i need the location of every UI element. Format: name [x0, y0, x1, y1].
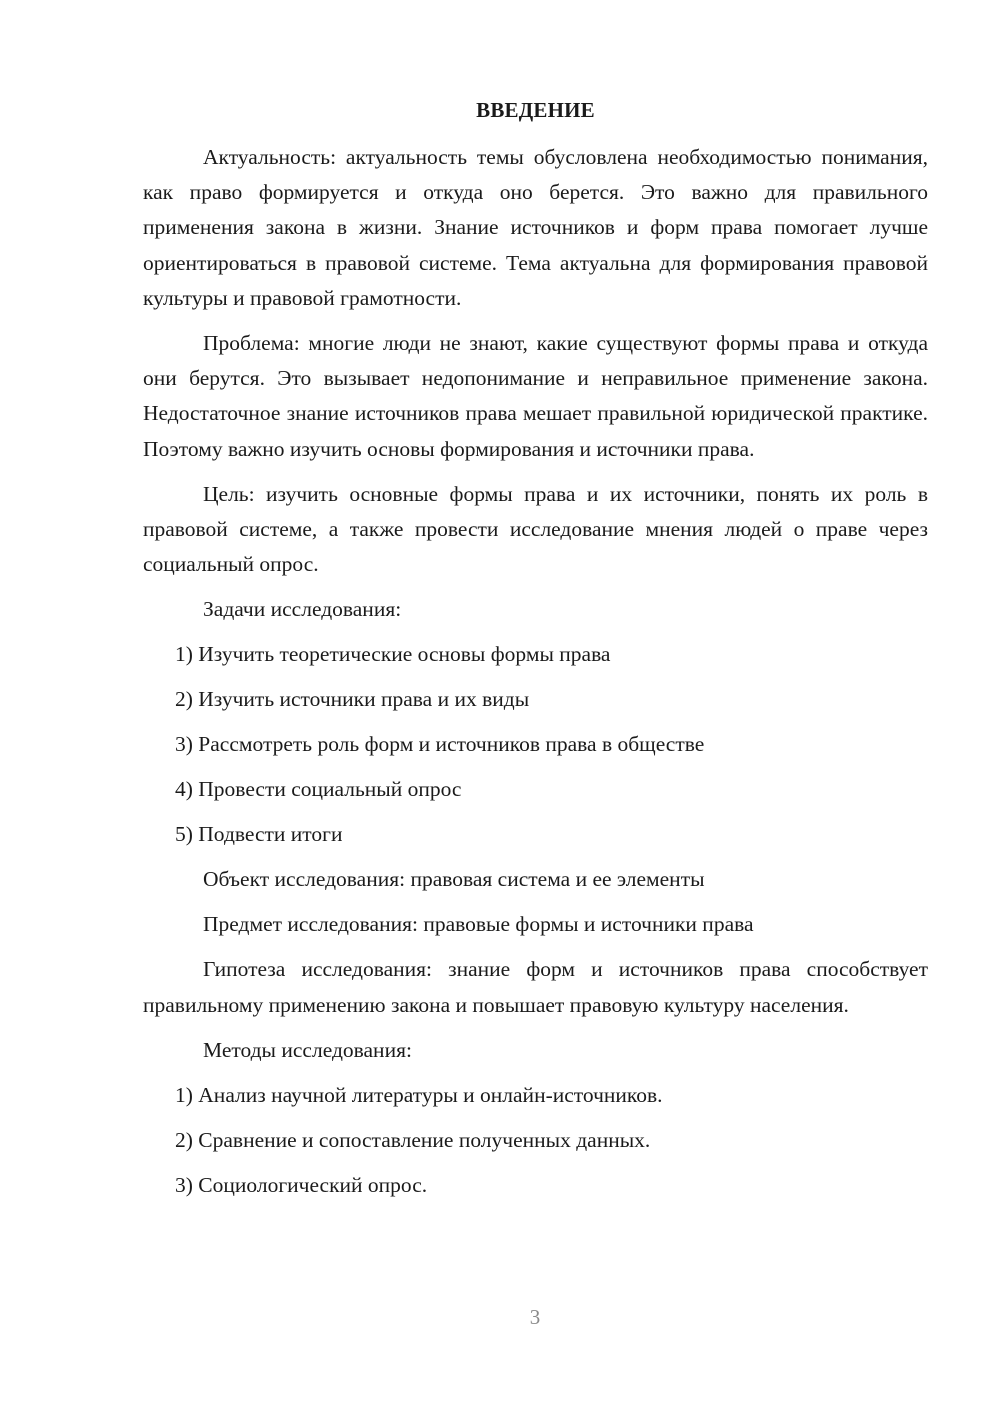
goal-paragraph: Цель: изучить основные формы права и их источники, понять их роль в правовой системе, а также провести исследование мнения людей о праве через социальный опрос.	[143, 481, 928, 577]
task-item: 4) Провести социальный опрос	[175, 777, 462, 802]
page-number: 3	[529, 1305, 541, 1329]
hypothesis-paragraph: Гипотеза исследования: знание форм и источников права способствует правильному применению закона и повышает правовую культуру населения.	[143, 957, 928, 1017]
method-item: 2) Сравнение и сопоставление полученных данных.	[175, 1127, 651, 1152]
research-subject: Предмет исследования: правовые формы и источники права	[203, 912, 754, 937]
method-item: 1) Анализ научной литературы и онлайн-источников.	[175, 1082, 663, 1107]
methods-heading: Методы исследования:	[203, 1037, 412, 1062]
task-item: 1) Изучить теоретические основы формы права	[175, 642, 611, 667]
document-page	[143, 92, 928, 1213]
task-item: 2) Изучить источники права и их виды	[175, 687, 530, 712]
problem-paragraph: Проблема: многие люди не знают, какие существуют формы права и откуда они берутся. Это вызывает недопонимание и неправильное применение закона. Недостаточное знание источников права мешает правильной юридической практике. Поэтому важно изучить основы формирования и источники права.	[143, 331, 928, 461]
relevance-paragraph: Актуальность: актуальность темы обусловлена необходимостью понимания, как право формируется и откуда оно берется. Это важно для правильного применения закона в жизни. Знание источников и форм права помогает лучше ориентироваться в правовой системе. Тема актуальна для формирования правовой культуры и правовой грамотности.	[143, 145, 928, 310]
task-item: 3) Рассмотреть роль форм и источников права в обществе	[175, 732, 705, 757]
section-title: ВВЕДЕНИЕ	[476, 98, 595, 122]
methods-list	[143, 1078, 928, 1203]
tasks-heading: Задачи исследования:	[203, 597, 402, 622]
tasks-list	[143, 637, 928, 852]
research-object: Объект исследования: правовая система и ее элементы	[203, 867, 705, 892]
task-item: 5) Подвести итоги	[175, 822, 343, 847]
method-item: 3) Социологический опрос.	[175, 1172, 428, 1197]
